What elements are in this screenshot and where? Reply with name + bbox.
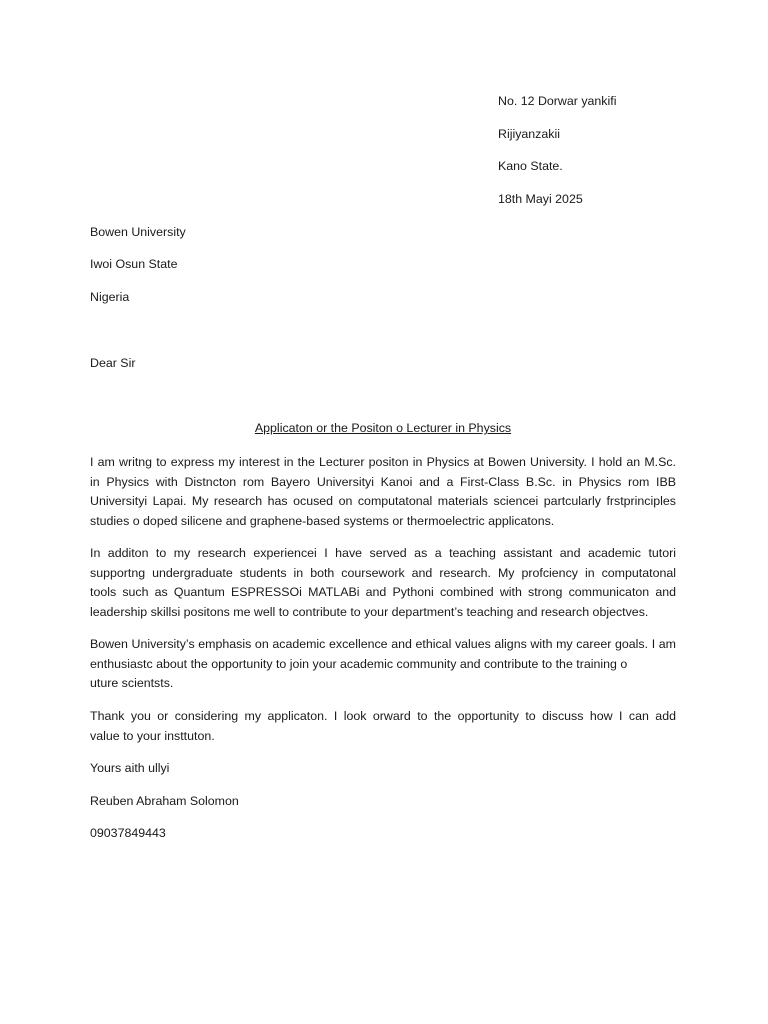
paragraph-line: value to your insttuton. xyxy=(90,728,215,743)
paragraph-line: Universityi Lapai. My research has ocused on computatonal materials sciencei partcularly frstprinciples xyxy=(90,494,676,509)
paragraph-line: Bowen University’s emphasis on academic excellence and ethical values aligns with my career goals. I am xyxy=(90,637,676,651)
paragraph-line: studies o doped silicene and graphene-based systems or thermoelectric applicatons. xyxy=(90,513,555,528)
closing: Yours aith ullyi xyxy=(90,761,170,775)
paragraph-line: I am writng to express my interest in the Lecturer positon in Physics at Bowen University. I hold an M.Sc. xyxy=(90,455,676,469)
paragraph-line: in Physics with Distncton rom Bayero Universityi Kanoi and a First-Class B.Sc. in Physics rom IBB xyxy=(90,474,676,489)
recipient-line-1: Bowen University xyxy=(90,225,186,239)
sender-address-line-1: No. 12 Dorwar yankifi xyxy=(498,94,617,108)
signature-name: Reuben Abraham Solomon xyxy=(90,794,239,808)
paragraph-2 xyxy=(90,544,676,622)
letter-subject: Applicaton or the Positon o Lecturer in Physics xyxy=(254,421,512,435)
paragraph-3 xyxy=(90,635,676,694)
paragraph-line: leadership skillsi positons me well to contribute to your department’s teaching and research objectves. xyxy=(90,604,649,619)
paragraph-1 xyxy=(90,453,676,531)
paragraph-line: uture scientsts. xyxy=(90,676,174,691)
paragraph-line: In additon to my research experiencei I have served as a teaching assistant and academic tutori xyxy=(90,546,676,560)
recipient-line-2: Iwoi Osun State xyxy=(90,257,178,271)
letter-date: 18th Mayi 2025 xyxy=(498,192,583,206)
paragraph-4 xyxy=(90,707,676,746)
paragraph-line: enthusiastc about the opportunity to join your academic community and contribute to the training o xyxy=(90,656,628,671)
phone-number: 09037849443 xyxy=(90,826,166,840)
paragraph-line: Thank you or considering my applicaton. I look orward to the opportunity to discuss how I can add xyxy=(90,709,676,723)
salutation: Dear Sir xyxy=(90,356,136,370)
paragraph-line: tools such as Quantum ESPRESSOi MATLABi and Pythoni combined with strong communicaton and xyxy=(90,585,676,600)
sender-address-line-3: Kano State. xyxy=(498,159,563,173)
sender-address-line-2: Rijiyanzakii xyxy=(498,127,560,141)
recipient-line-3: Nigeria xyxy=(90,290,130,304)
paragraph-line: supportng undergraduate students in both coursework and research. My profciency in computatonal xyxy=(90,565,676,580)
